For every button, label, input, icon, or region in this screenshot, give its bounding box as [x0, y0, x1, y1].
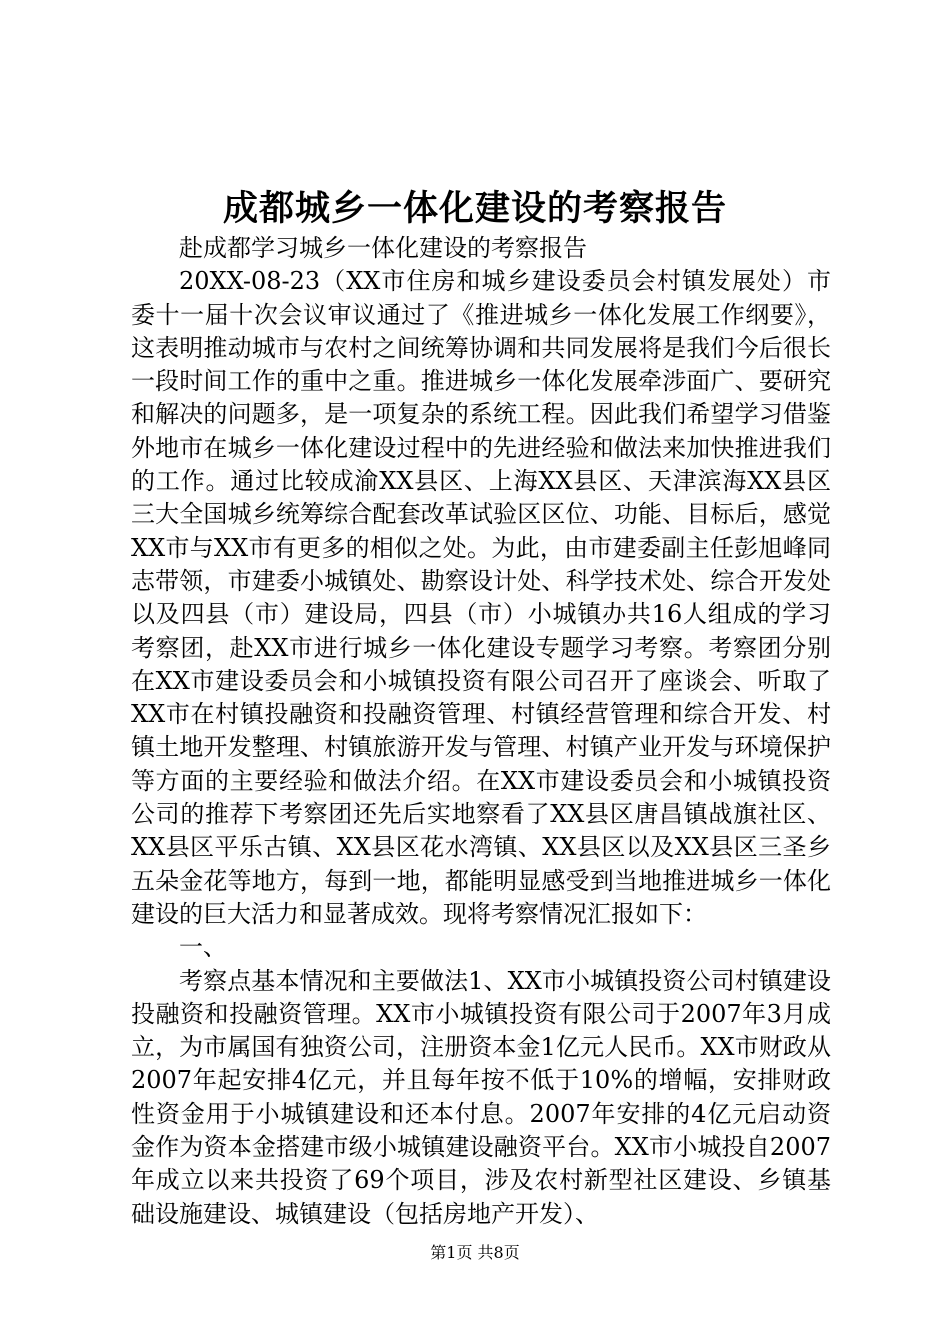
- paragraph-intro: 20XX-08-23（XX市住房和城乡建设委员会村镇发展处）市委十一届十次会议审议通过了《推进城乡一体化发展工作纲要》，这表明推动城市与农村之间统筹协调和共同发展将是我们今后很长一段时间工作的重中之重。推进城乡一体化发展牵涉面广、要研究和解决的问题多，是一项复杂的系统工程。因此我们希望学习借鉴外地市在城乡一体化建设过程中的先进经验和做法来加快推进我们的工作。通过比较成渝XX县区、上海XX县区、天津滨海XX县区三大全国城乡统筹综合配套改革试验区区位、功能、目标后，感觉XX市与XX市有更多的相似之处。为此，由市建委副主任彭旭峰同志带领，市建委小城镇处、勘察设计处、科学技术处、综合开发处以及四县（市）建设局，四县（市）小城镇办共16人组成的学习考察团，赴XX市进行城乡一体化建设专题学习考察。考察团分别在XX市建设委员会和小城镇投资有限公司召开了座谈会、听取了XX市在村镇投融资和投融资管理、村镇经营管理和综合开发、村镇土地开发整理、村镇旅游开发与管理、村镇产业开发与环境保护等方面的主要经验和做法介绍。在XX市建设委员会和小城镇投资公司的推荐下考察团还先后实地察看了XX县区唐昌镇战旗社区、XX县区平乐古镇、XX县区花水湾镇、XX县区以及XX县区三圣乡五朵金花等地方，每到一地，都能明显感受到当地推进城乡一体化建设的巨大活力和显著成效。现将考察情况汇报如下：: [131, 267, 831, 928]
- page-footer: 第1页 共8页: [430, 1243, 520, 1262]
- document-title: 成都城乡一体化建设的考察报告: [222, 188, 727, 229]
- paragraph-section-number: 一、: [179, 933, 227, 962]
- paragraph-section-content: 考察点基本情况和主要做法1、XX市小城镇投资公司村镇建设投融资和投融资管理。XX市小城镇投资有限公司于2007年3月成立，为市属国有独资公司，注册资本金1亿元人民币。XX市财政从2007年起安排4亿元，并且每年按不低于10%的增幅，安排财政性资金用于小城镇建设和还本付息。2007年安排的4亿元启动资金作为资本金搭建市级小城镇建设融资平台。XX市小城投自2007年成立以来共投资了69个项目，涉及农村新型社区建设、乡镇基础设施建设、城镇建设（包括房地产开发）、: [131, 966, 831, 1228]
- paragraph-subtitle: 赴成都学习城乡一体化建设的考察报告: [179, 234, 587, 262]
- document-body: [131, 232, 831, 1231]
